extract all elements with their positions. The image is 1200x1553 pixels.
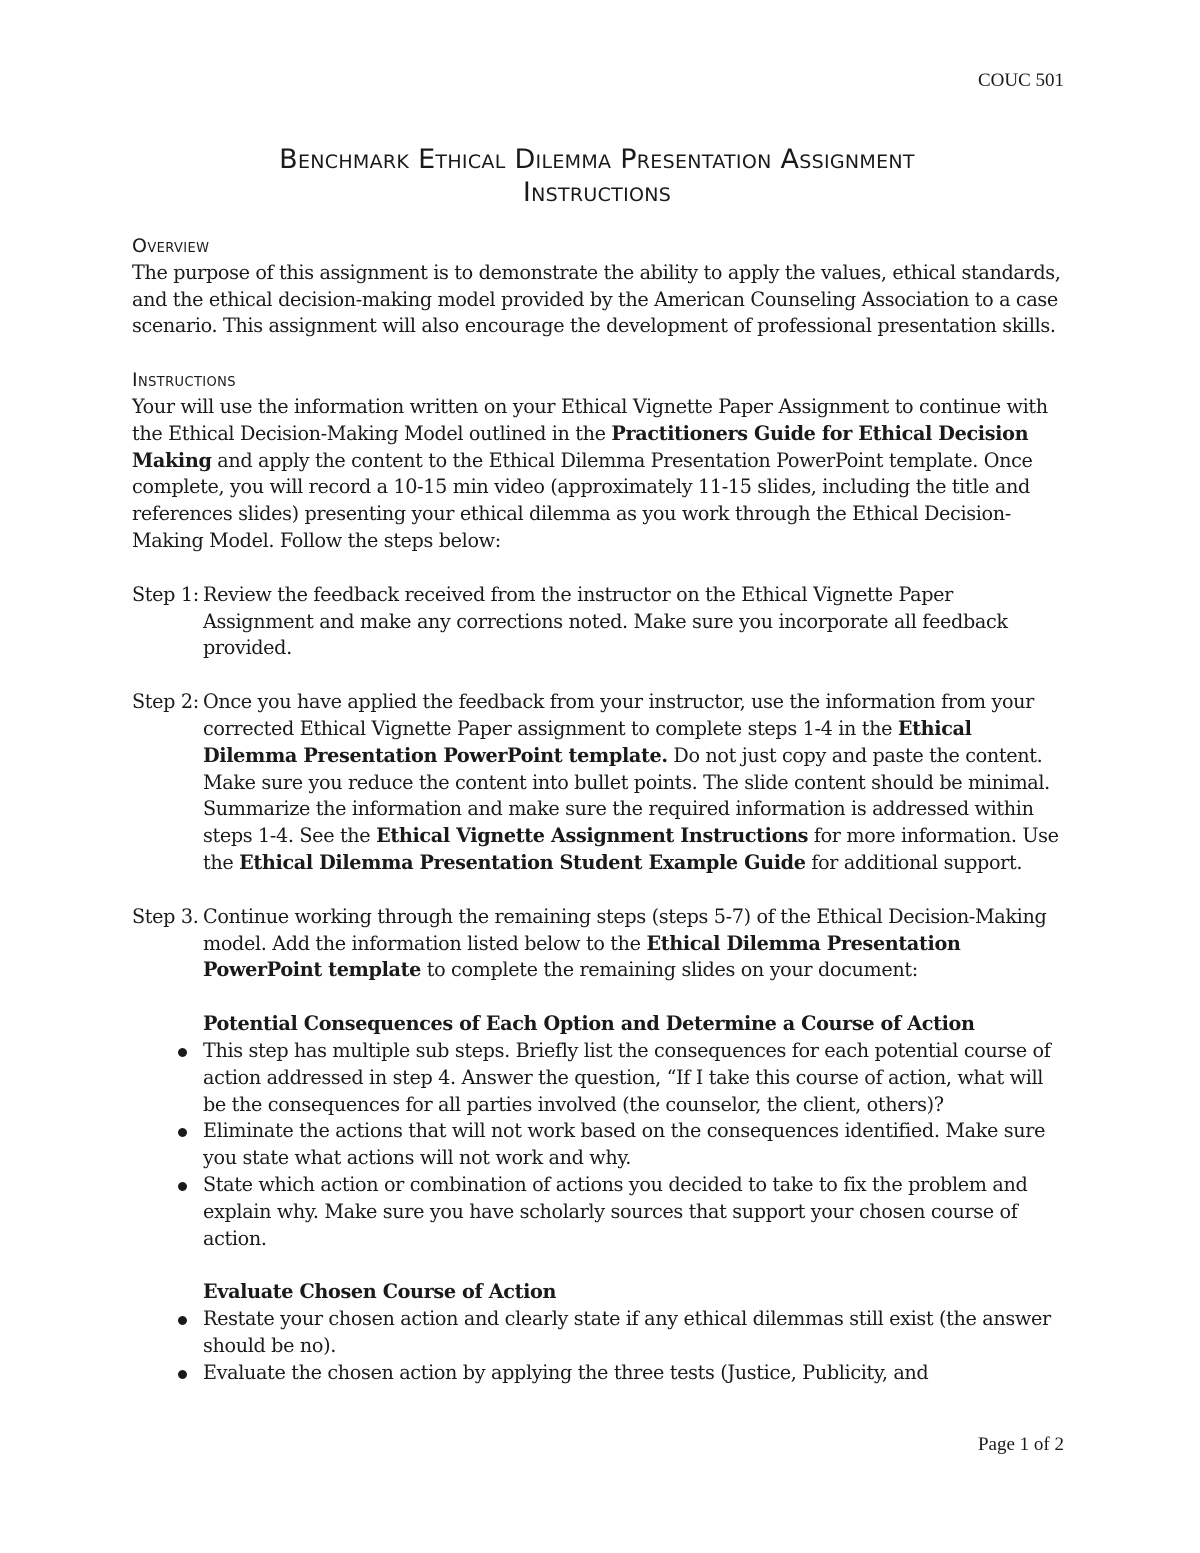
step-3 [132, 904, 1067, 984]
document-body [132, 233, 1067, 1386]
list-item: Eliminate the actions that will not work based on the consequences identified. Make sure you state what actions will not work and why. [132, 1118, 1067, 1172]
overview-text: The purpose of this assignment is to demonstrate the ability to apply the values, ethical standards, and the ethical decision-making model provided by the American Counseling Association to a case scenario. This assignment will also encourage the development of professional presentation skills. [132, 260, 1061, 338]
list-item: Restate your chosen action and clearly state if any ethical dilemmas still exist (the answer should be no). [132, 1306, 1067, 1360]
instructions-heading: Instructions [132, 369, 236, 392]
template-name: Ethical Dilemma Presentation PowerPoint template. [203, 716, 972, 767]
step-3-label: Step 3. [132, 904, 199, 928]
practitioners-guide-title: Practitioners Guide for Ethical Decision Making [132, 421, 1029, 472]
bullet-icon [178, 1316, 187, 1325]
step-1-text: Review the feedback received from the instructor on the Ethical Vignette Paper Assignment and make any corrections noted. Make sure you incorporate all feedback provided. [203, 582, 1008, 660]
list-item: State which action or combination of actions you decided to take to fix the problem and explain why. Make sure you have scholarly sources that support your chosen course of action. [132, 1172, 1067, 1252]
consequences-heading: Potential Consequences of Each Option and Determine a Course of Action [203, 1012, 975, 1036]
title-line-1: Benchmark Ethical Dilemma Presentation Assignment [279, 144, 915, 175]
step-1 [132, 582, 1067, 662]
evaluate-heading: Evaluate Chosen Course of Action [203, 1280, 557, 1304]
evaluate-list [132, 1306, 1067, 1386]
bullet-icon [178, 1128, 187, 1137]
vignette-instructions-name: Ethical Vignette Assignment Instructions [376, 824, 809, 848]
list-item: This step has multiple sub steps. Briefly list the consequences for each potential course of action addressed in step 4. Answer the question, “If I take this course of action, what will be the consequences for all parties involved (the counselor, the client, others)? [132, 1038, 1067, 1118]
page-number: Page 1 of 2 [977, 1434, 1064, 1455]
step-2-label: Step 2: [132, 690, 199, 714]
list-item: Evaluate the chosen action by applying the three tests (Justice, Publicity, and [132, 1360, 1067, 1387]
title-line-2: Instructions [522, 177, 672, 208]
bullet-icon [178, 1048, 187, 1057]
step-2-text: Once you have applied the feedback from your instructor, use the information from your corrected Ethical Vignette Paper assignment to complete steps 1-4 in the Ethical Dilemma Presentation PowerPoint template. Do not just copy and paste the content. Make sure you reduce the content into bullet points. The slide content should be minimal. Summarize the information and make sure the required information is addressed within steps 1-4. See the Ethical Vignette Assignment Instructions for more information. Use the Ethical Dilemma Presentation Student Example Guide for additional support. [203, 690, 1059, 874]
bullet-icon [178, 1182, 187, 1191]
page-title [132, 143, 1062, 209]
template-name-2: Ethical Dilemma Presentation PowerPoint template [203, 931, 961, 982]
instructions-text: Your will use the information written on your Ethical Vignette Paper Assignment to continue with the Ethical Decision-Making Model outlined in the Practitioners Guide for Ethical Decision Making and apply the content to the Ethical Dilemma Presentation PowerPoint template. Once complete, you will record a 10-15 min video (approximately 11-15 slides, including the title and references slides) presenting your ethical dilemma as you work through the Ethical Decision-Making Model. Follow the steps below: [132, 394, 1048, 552]
course-code: COUC 501 [977, 70, 1064, 91]
step-3-text: Continue working through the remaining steps (steps 5-7) of the Ethical Decision-Making model. Add the information listed below to the Ethical Dilemma Presentation PowerPoint template to complete the remaining slides on your document: [203, 904, 1047, 982]
step-2 [132, 689, 1067, 877]
bullet-icon [178, 1370, 187, 1379]
step-1-label: Step 1: [132, 582, 199, 606]
overview-heading: Overview [132, 235, 210, 257]
example-guide-name: Ethical Dilemma Presentation Student Example Guide [239, 850, 806, 874]
consequences-list [132, 1038, 1067, 1252]
